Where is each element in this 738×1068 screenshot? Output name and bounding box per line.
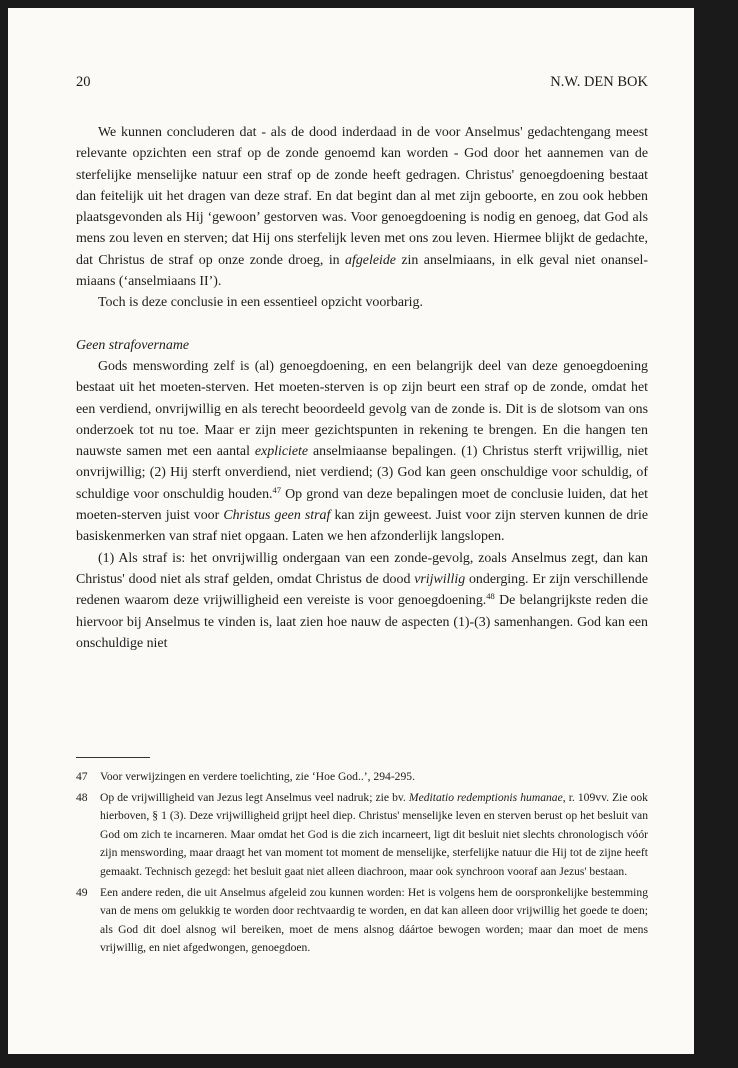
footnote-ref-47[interactable]: 47 [272,484,281,495]
page-number: 20 [76,74,91,90]
footnote-ref-48[interactable]: 48 [486,591,495,602]
footnote-number: 47 [76,770,88,783]
book-page [8,8,694,1054]
main-text [76,122,648,654]
footnote-text [100,789,648,882]
section-title: Geen strafovername [76,337,190,353]
footnote-49 [76,884,648,958]
footnote-text: Een andere reden, die uit Anselmus afgeleid zou kunnen worden: Het is volgens hem de oorspronkelijke bestemming van de mens om gelukkig te worden door rechtvaardig te worden, en dat kan alleen door vrijwillig het goede te doen; als God dit doel alsnog wil bereiken, moet de mens alsnog dáártoe bewogen worden; maar dan moet de mens vrijwillig, en niet afgedwongen, genoegdoen. [100,885,648,955]
footnote-number: 49 [76,885,88,899]
footnote-divider [76,757,150,758]
text-span: (1) Als straf is: het onvrijwillig ondergaan van een zonde-gevolg, zoals Anselmus zegt, dan kan Christus' dood niet als straf gelden, omdat Christus de dood [76,550,648,587]
footnote-48 [76,789,648,882]
text-span: We kunnen concluderen dat - als de dood inderdaad in de voor Anselmus' gedachtengang meest relevante opzichten een straf op de zonde genoemd kan worden - God door het aannemen van de sterfelijke menselijke natuur een straf op de zonde heeft gedragen. Christus' genoegdoening bestaat dan feitelijk uit het dragen van deze straf. En dat begint dan al met zijn geboorte, en zou ook hebben plaatsgevonden als Hij ‘gewoon’ gestorven was. Voor genoegdoening is nodig en genoeg, dat God als mens zou leven en sterven; dat Hij ons sterfelijk leven met ons zou leven. Hiermee blijkt de gedachte, dat Christus de straf op onze zonde droeg, in [76,125,648,268]
paragraph-4 [76,548,648,654]
footnote-47 [76,768,648,787]
paragraph-2: Toch is deze conclusie in een essentieel opzicht voorbarig. [98,295,423,311]
footnote-number: 48 [76,790,88,804]
text-span: Op grond van deze bepalingen moet de conclusie luiden, dat het moeten-sterven juist voor [76,486,648,524]
footnote-text: Voor verwijzingen en verdere toelichting, zie ‘Hoe God..’, 294-295. [100,770,415,783]
paragraph-1 [76,122,648,292]
emphasis: expliciete [254,444,309,460]
emphasis: vrijwillig [414,571,466,587]
text-span: kan zijn geweest. Juist voor zijn sterven kunnen de drie basiskenmerken van straf niet opgaan. Laten we hen afzonderlijk langslopen. [76,508,649,545]
running-header [76,74,648,91]
paragraph-3 [76,356,648,548]
running-title: N.W. DEN BOK [550,74,648,90]
text-span: zin anselmiaans, in elk geval niet onansel-miaans (‘anselmiaans II’). [76,252,648,290]
text-span: anselmiaanse bepalingen. (1) Christus sterft vrijwillig, niet onvrijwillig; (2) Hij sterft onverdiend, niet verdiend; (3) God kan geen onschuldige voor schuldig, of schuldige voor onschuldig houden. [76,444,649,502]
emphasis: Meditatio redemptionis humanae [408,790,563,804]
text-span: Op de vrijwilligheid van Jezus legt Anselmus veel nadruk; zie bv. [100,790,409,804]
text-span: Gods menswording zelf is (al) genoegdoening, en een belangrijk deel van deze genoegdoening bestaat uit het moeten-sterven. Het moeten-sterven is op zijn beurt een straf op de zonde, omdat het een verdiend, onvrijwillig en als terecht beoordeeld gevolg van de zonde is. Dit is de slotsom van ons onderzoek tot nu toe. Maar er zijn meer gezichtspunten in rekening te brengen. En die hangen ten nauwste samen met een aantal [76,358,648,460]
text-span: De belangrijkste reden die hiervoor bij Anselmus te vinden is, laat zien hoe nauw de aspecten (1)-(3) samenhangen. God kan een onschuldige niet [76,593,648,651]
footnotes [76,768,648,960]
emphasis: Christus geen straf [223,508,331,524]
emphasis: afgeleide [345,252,396,268]
text-span: onderging. Er zijn verschillende redenen waarom deze vrijwilligheid een vereiste is voor genoegdoening. [76,571,648,609]
text-span: , r. 109vv. Zie ook hierboven, § 1 (3). Deze vrijwilligheid grijpt heel diep. Christus' menselijke leven en sterven berust op het besluit van God om zich te incarneren. Maar omdat het God is die zich incarneert, ligt dit besluit niet slechts chronologisch vóór zijn menswording, maar draagt het van moment tot moment de menselijke, sterfelijke natuur die Hij tot de zijne heeft gemaakt. Technisch gezegd: het besluit gaat niet alleen diachroon, maar ook synchroon vooraf aan Jezus' bestaan. [100,790,648,878]
